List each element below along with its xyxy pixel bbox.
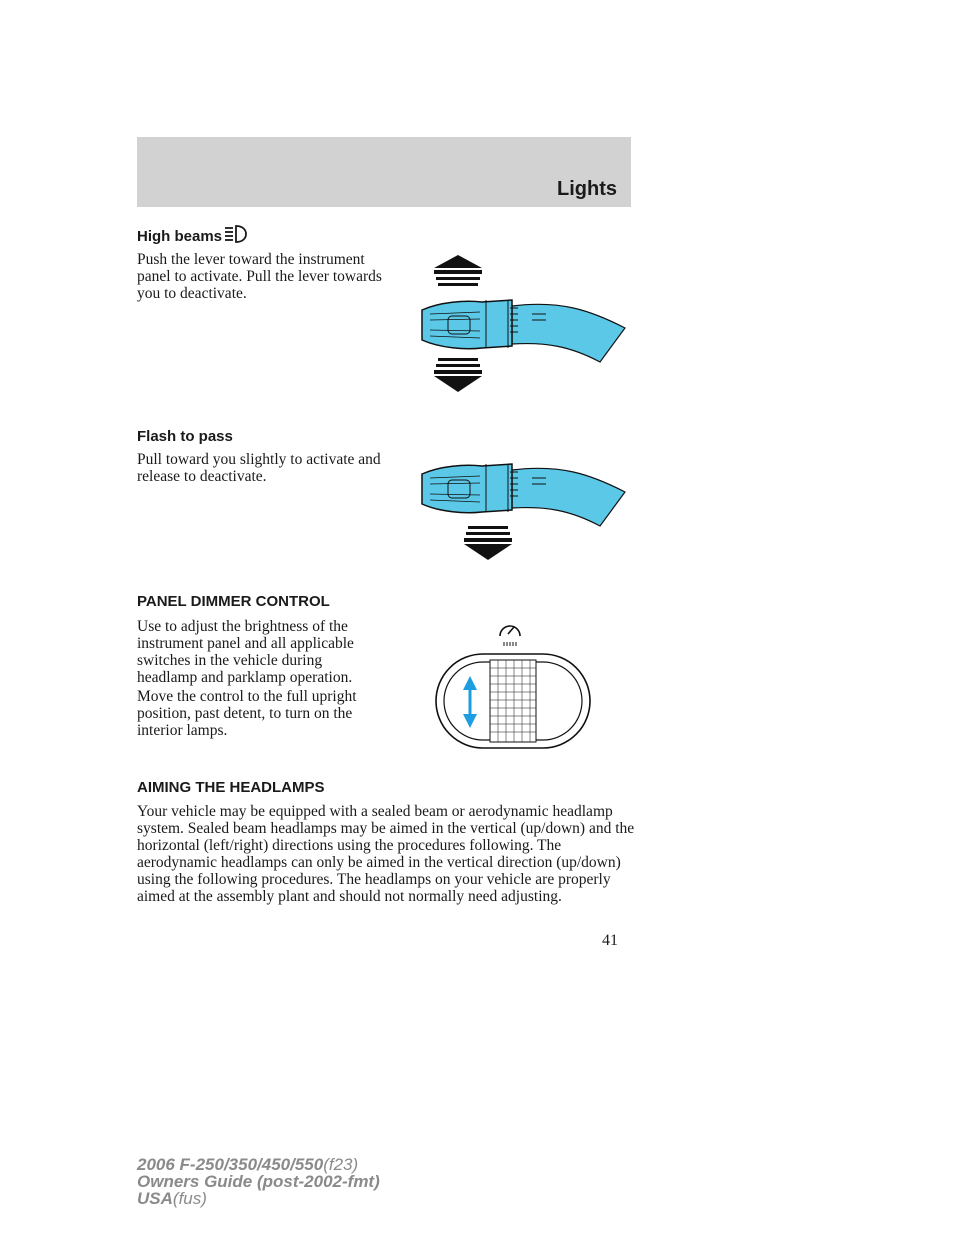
up-down-arrow-icon <box>463 676 477 728</box>
aiming-headlamps-body: Your vehicle may be equipped with a sealed beam or aerodynamic headlamp system. Sealed beam headlamps may be aimed in the vertical (up/down) and the horizontal (left/right) directions using the procedures following. The aerodynamic headlamps can only be aimed in the vertical direction (up/down) using the following procedures. The headlamps on your vehicle are properly aimed at the assembly plant and should not normally need adjusting. <box>137 803 635 905</box>
flash-to-pass-heading: Flash to pass <box>137 428 233 445</box>
panel-dimmer-body-2: Move the control to the full upright position, past detent, to turn on the interior lamps. <box>137 688 357 739</box>
document-footer <box>137 1156 380 1207</box>
high-beams-heading-text: High beams <box>137 228 223 245</box>
footer-line-2 <box>137 1173 380 1190</box>
section-header-band <box>137 137 631 207</box>
aiming-headlamps-heading: AIMING THE HEADLAMPS <box>137 779 325 796</box>
footer-model: 2006 F-250/350/450/550 <box>137 1155 324 1174</box>
high-beam-icon <box>224 224 248 244</box>
footer-line-1 <box>137 1156 380 1173</box>
high-beam-lever-figure <box>400 250 630 400</box>
footer-market-code: (fus) <box>172 1189 207 1208</box>
high-beams-heading <box>137 224 248 245</box>
section-title: Lights <box>557 178 617 200</box>
down-arrow-icon <box>464 526 512 560</box>
dimmer-thumbwheel <box>490 660 536 742</box>
panel-dimmer-body-1: Use to adjust the brightness of the instrument panel and all applicable switches in the vehicle during headlamp and parklamp operation. <box>137 618 354 686</box>
footer-market: USA <box>137 1189 173 1208</box>
page-number: 41 <box>602 932 618 949</box>
footer-line-3 <box>137 1190 380 1207</box>
up-arrow-icon <box>434 255 482 286</box>
flash-to-pass-lever-figure <box>400 440 630 565</box>
footer-model-code: (f23) <box>323 1155 359 1174</box>
flash-to-pass-body: Pull toward you slightly to activate and release to deactivate. <box>137 451 381 485</box>
panel-dimmer-figure <box>420 612 610 757</box>
lever-stalk <box>422 464 625 526</box>
footer-guide: Owners Guide (post-2002-fmt) <box>137 1172 380 1191</box>
lever-stalk <box>422 300 625 362</box>
down-arrow-icon <box>434 358 482 392</box>
dimmer-icon <box>500 626 520 646</box>
panel-dimmer-heading: PANEL DIMMER CONTROL <box>137 593 330 610</box>
high-beams-body: Push the lever toward the instrument panel to activate. Pull the lever towards you to deactivate. <box>137 251 382 302</box>
